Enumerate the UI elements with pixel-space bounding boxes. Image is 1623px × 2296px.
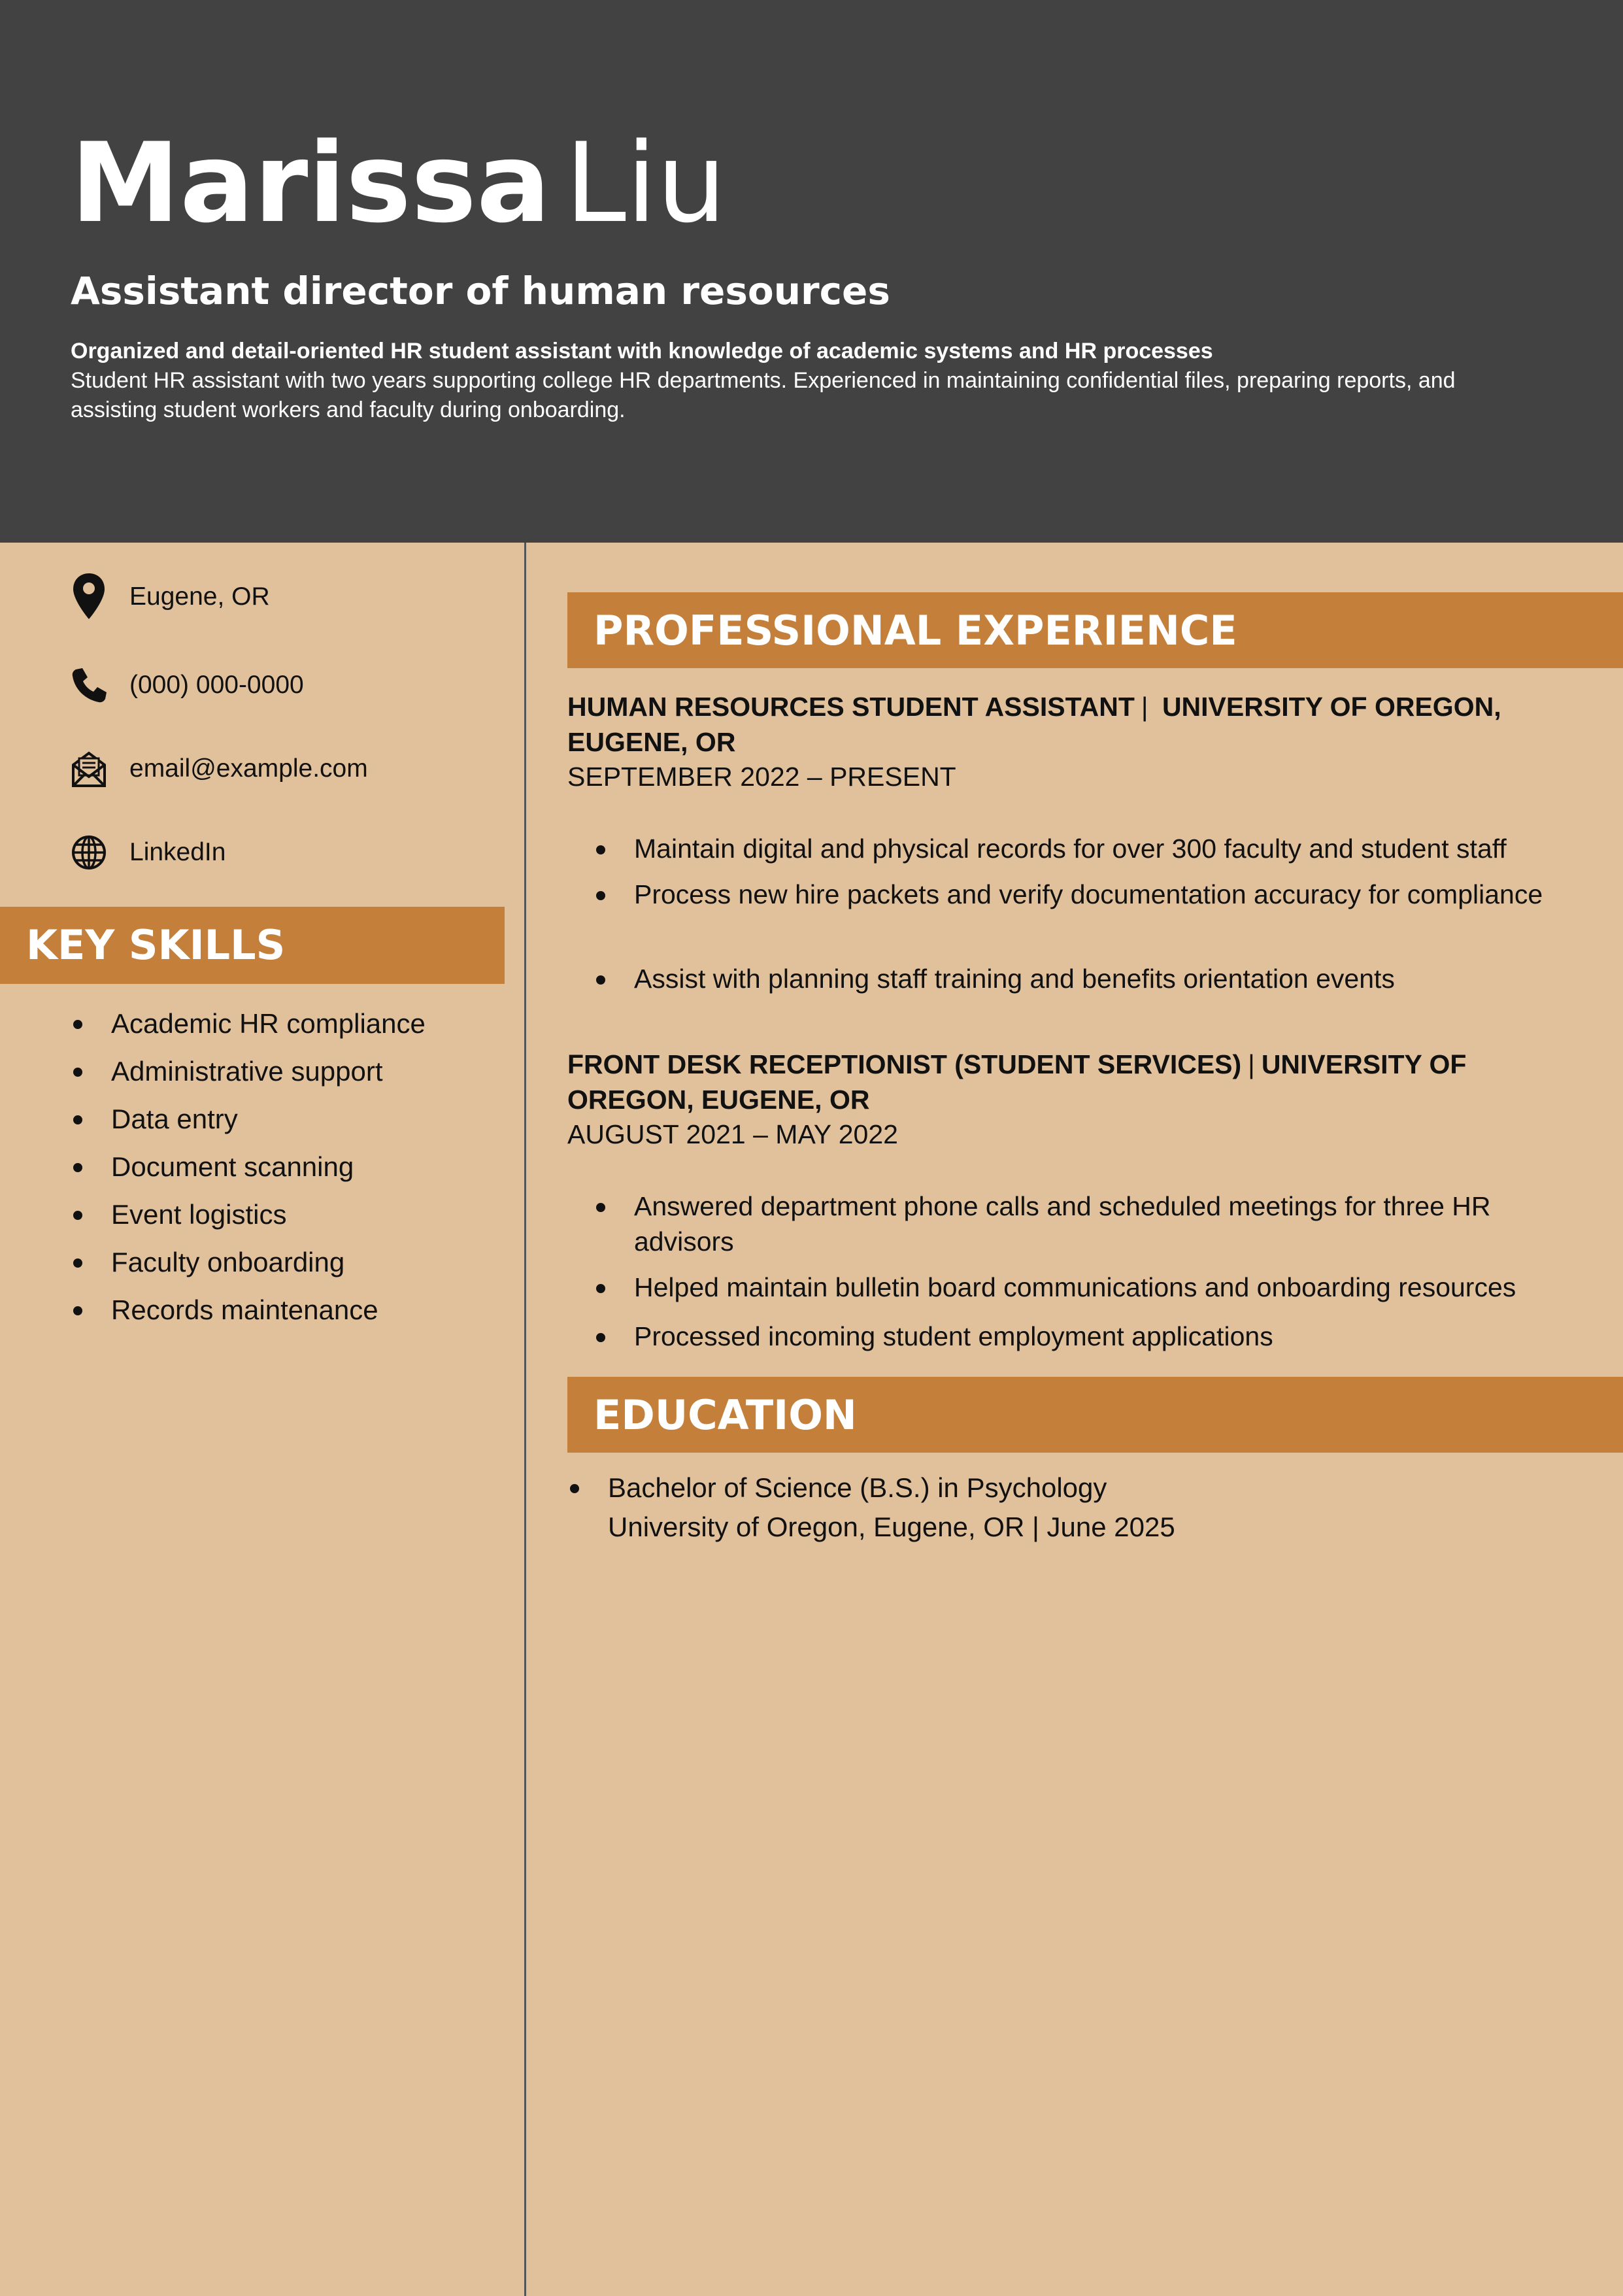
education-degree: Bachelor of Science (B.S.) in Psychology <box>608 1472 1107 1503</box>
job-separator: | <box>1141 692 1148 722</box>
summary-text: Student HR assistant with two years supporting college HR departments. Experienced in maintaining confidential files, preparing reports, and assisting student workers and faculty during onboarding. <box>71 368 1456 422</box>
bullet-dot <box>73 1211 82 1220</box>
job-bullet: Process new hire packets and verify documentation accuracy for compliance <box>594 877 1574 912</box>
bullet-dot <box>570 1484 579 1493</box>
job-bullet: Answered department phone calls and scheduled meetings for three HR advisors <box>594 1189 1574 1259</box>
job-title-employer <box>567 1047 1587 1117</box>
key-skills-heading-bar <box>0 907 505 984</box>
job-employer: UNIVERSITY OF OREGON, EUGENE, OR <box>567 692 1501 757</box>
bullet-dot <box>596 975 605 985</box>
contact-linkedin <box>71 826 226 879</box>
education-heading-bar <box>567 1377 1623 1453</box>
resume-header <box>0 0 1623 543</box>
education-entry <box>567 1468 1548 1547</box>
key-skills-heading: KEY SKILLS <box>26 921 286 969</box>
bullet-dot <box>73 1163 82 1172</box>
bullet-dot <box>596 1333 605 1342</box>
job-employer: UNIVERSITY OF OREGON, EUGENE, OR <box>567 1049 1467 1115</box>
contact-phone <box>71 659 304 711</box>
job-dates: SEPTEMBER 2022 – PRESENT <box>567 762 956 792</box>
bullet-dot <box>596 891 605 900</box>
bullet-dot <box>73 1306 82 1315</box>
contact-email <box>71 743 368 795</box>
last-name: Liu <box>565 119 727 247</box>
contact-phone-text: (000) 000-0000 <box>129 671 304 699</box>
bullet-dot <box>596 845 605 854</box>
job-bullet: Assist with planning staff training and benefits orientation events <box>594 961 1574 996</box>
column-divider <box>524 543 526 2296</box>
job-dates: AUGUST 2021 – MAY 2022 <box>567 1119 898 1149</box>
education-heading: EDUCATION <box>594 1391 857 1439</box>
bullet-dot <box>73 1020 82 1029</box>
bullet-dot <box>596 1284 605 1293</box>
contact-location-text: Eugene, OR <box>129 582 270 611</box>
envelope-icon <box>71 743 107 795</box>
first-name: Marissa <box>71 119 551 247</box>
experience-heading-bar <box>567 592 1623 668</box>
phone-icon <box>71 659 107 711</box>
full-name <box>71 118 726 248</box>
job-title: Assistant director of human resources <box>71 269 890 313</box>
contact-location <box>71 571 270 623</box>
job-role: HUMAN RESOURCES STUDENT ASSISTANT <box>567 692 1135 722</box>
job-title-employer <box>567 689 1587 760</box>
job-bullet: Helped maintain bulletin board communications and onboarding resources <box>594 1270 1574 1305</box>
contact-email-text[interactable]: email@example.com <box>129 754 368 783</box>
job-bullet: Processed incoming student employment applications <box>594 1319 1574 1354</box>
bullet-dot <box>73 1068 82 1077</box>
location-pin-icon <box>71 571 107 623</box>
education-details: University of Oregon, Eugene, OR | June 2025 <box>608 1511 1175 1542</box>
bullet-dot <box>596 1203 605 1212</box>
job-bullet: Maintain digital and physical records for over 300 faculty and student staff <box>594 831 1574 866</box>
globe-icon <box>71 826 107 879</box>
job-role: FRONT DESK RECEPTIONIST (STUDENT SERVICES) <box>567 1049 1242 1079</box>
summary-headline: Organized and detail-oriented HR student assistant with knowledge of academic systems and HR processes <box>71 339 1213 363</box>
experience-heading: PROFESSIONAL EXPERIENCE <box>594 607 1237 654</box>
contact-linkedin-text[interactable]: LinkedIn <box>129 838 226 866</box>
bullet-dot <box>73 1258 82 1268</box>
job-separator: | <box>1248 1049 1255 1079</box>
bullet-dot <box>73 1115 82 1124</box>
